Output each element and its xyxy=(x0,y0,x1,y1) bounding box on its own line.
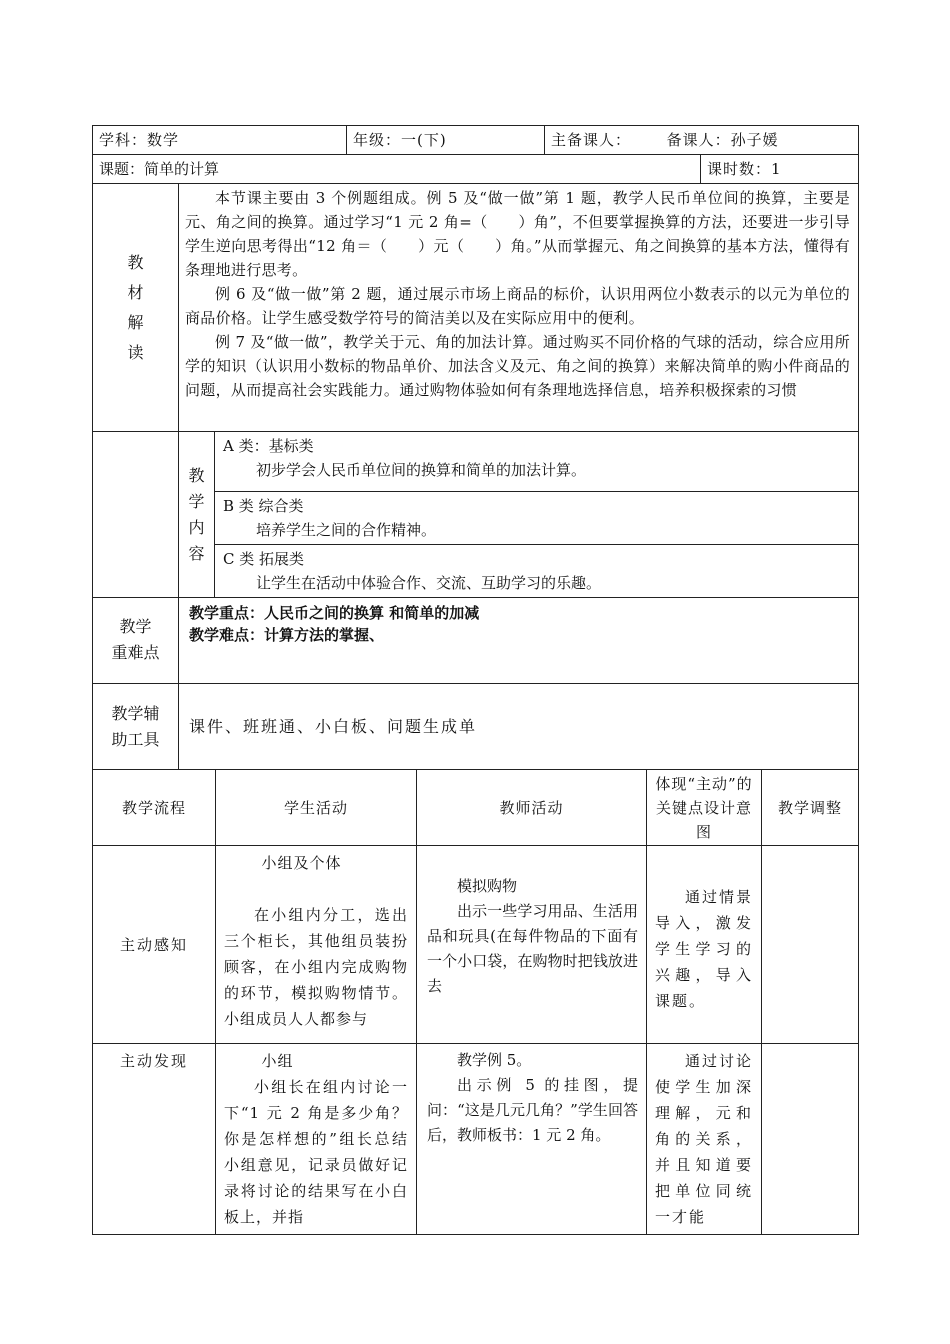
student-cell: 小组 小组长在组内讨论一下“1 元 2 角是多少角？你是怎样想的”组长总结小组意见，记录员做好记录将讨论的结果写在小白板上，并指 xyxy=(216,1044,417,1235)
content-b-title: B 类 综合类 xyxy=(223,497,304,515)
lesson-plan-sheet xyxy=(92,125,858,1235)
intent-cell: 通过讨论使学生加深理解，元和角的关系，并且知道要把单位同统一才能 xyxy=(647,1044,762,1235)
content-c xyxy=(215,545,859,598)
content-b xyxy=(215,492,859,545)
process-table xyxy=(92,769,859,1235)
periods-text: 课时数：1 xyxy=(707,160,782,178)
subject-cell xyxy=(93,126,347,155)
intent-cell: 通过情景导入，激发学生学习的兴趣，导入课题。 xyxy=(647,846,762,1044)
lead-teacher-text: 主备课人： xyxy=(551,131,632,149)
table-row xyxy=(93,846,859,1044)
content-left-blank xyxy=(93,432,179,598)
topic-table xyxy=(92,154,859,184)
content-a-text: 初步学会人民币单位间的换算和简单的加法计算。 xyxy=(256,461,587,479)
grade-text: 年级：一(下) xyxy=(353,131,447,149)
textbook-paragraph: 本节课主要由 3 个例题组成。例 5 及“做一做”第 1 题，教学人民币单位间的换算，主要是元、角之间的换算。通过学习“1 元 2 角=（ ）角”，不但要掌握换算的方法，还要进一步引导学生逆向思考得出“12 角＝（ ）元（ ）角。”从而掌握元、角之间换算的基本方法，懂得有条理地进行思考。 xyxy=(185,189,850,279)
analysis-table xyxy=(92,183,859,598)
textbook-paragraph: 例 7 及“做一做”，教学关于元、角的加法计算。通过购买不同价格的气球的活动，综合应用所学的知识（认识用小数标的物品单价、加法含义及元、角之间的换算）来解决简单的购小件商品的问题，从而提高社会实践能力。通过购物体验如何有条理地选择信息，培养积极探索的习惯 xyxy=(185,333,850,399)
topic-cell xyxy=(93,155,701,184)
teacher-header: 教师活动 xyxy=(417,770,647,846)
key-point: 教学重点：人民币之间的换算 和简单的加减 xyxy=(189,604,480,622)
header-table xyxy=(92,125,859,155)
subject-text: 学科：数学 xyxy=(99,131,180,149)
focus-table xyxy=(92,597,859,770)
student-header: 学生活动 xyxy=(216,770,417,846)
table-row xyxy=(93,1044,859,1235)
focus-content xyxy=(179,598,859,684)
textbook-label: 教 材 解 读 xyxy=(93,184,179,432)
content-c-text: 让学生在活动中体验合作、交流、互助学习的乐趣。 xyxy=(256,574,602,592)
flow-cell: 主动感知 xyxy=(93,846,216,1044)
student-cell: 小组及个体 在小组内分工，选出三个柜长，其他组员装扮顾客，在小组内完成购物的环节，模拟购物情节。小组成员人人都参与 xyxy=(216,846,417,1044)
teacher-cell: 模拟购物 出示一些学习用品、生活用品和玩具(在每件物品的下面有一个小口袋，在购物时把钱放进去 xyxy=(417,846,647,1044)
intent-header: 体现“主动”的关键点设计意图 xyxy=(647,770,762,846)
flow-header: 教学流程 xyxy=(93,770,216,846)
difficulty-point: 教学难点：计算方法的掌握、 xyxy=(189,626,385,644)
tools-content: 课件、班班通、小白板、问题生成单 xyxy=(179,684,859,770)
content-a xyxy=(215,432,859,492)
focus-label: 教学 重难点 xyxy=(93,598,179,684)
periods-cell xyxy=(701,155,859,184)
topic-text: 课题：简单的计算 xyxy=(99,160,220,178)
adjust-cell xyxy=(762,846,859,1044)
textbook-analysis xyxy=(179,184,859,432)
teacher-cell: 教学例 5。 出示例 5 的挂图，提问：“这是几元几角？”学生回答后，教师板书：1 元 2 角。 xyxy=(417,1044,647,1235)
flow-cell: 主动发现 xyxy=(93,1044,216,1235)
teacher-cell xyxy=(545,126,859,155)
adjust-cell xyxy=(762,1044,859,1235)
textbook-paragraph: 例 6 及“做一做”第 2 题，通过展示市场上商品的标价，认识用两位小数表示的以元为单位的商品价格。让学生感受数学符号的简洁美以及在实际应用中的便利。 xyxy=(185,285,850,327)
adjust-header: 教学调整 xyxy=(762,770,859,846)
preparer-text: 备课人：孙子媛 xyxy=(666,131,779,149)
content-c-title: C 类 拓展类 xyxy=(223,550,305,568)
content-a-title: A 类：基标类 xyxy=(223,437,314,455)
content-label: 教 学 内 容 xyxy=(179,432,215,598)
grade-cell xyxy=(347,126,545,155)
content-b-text: 培养学生之间的合作精神。 xyxy=(256,521,437,539)
tools-label: 教学辅 助工具 xyxy=(93,684,179,770)
